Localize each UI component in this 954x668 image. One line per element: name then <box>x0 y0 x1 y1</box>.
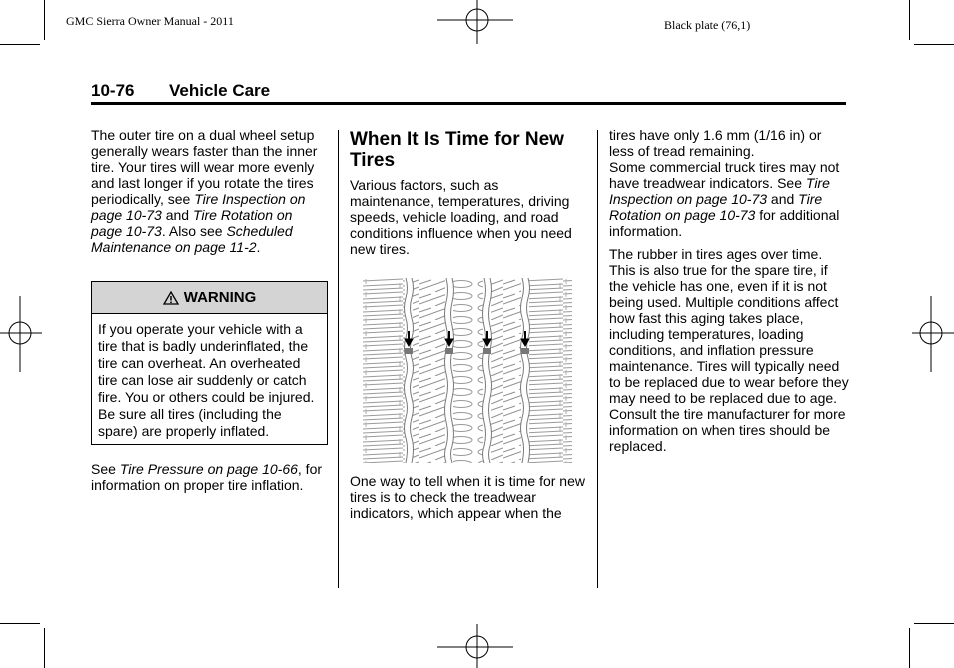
warning-icon <box>163 291 179 305</box>
registration-mark-right <box>910 294 954 374</box>
header-rule <box>91 102 846 105</box>
section-title: Vehicle Care <box>169 81 271 100</box>
page-number: 10-76 <box>91 81 135 100</box>
crop-mark <box>0 623 40 624</box>
warning-text: If you operate your vehicle with a tire that is badly underinflated, the tire can overheat. An overheated tire can lose air suddenly or catch fire. You or others could be injured. Be sure all tires (including the spare) are properly inflated. <box>98 321 315 439</box>
cross-reference[interactable]: Tire Rotation on page 10-73 <box>91 207 293 239</box>
warning-header <box>92 282 327 314</box>
registration-mark-left <box>0 294 44 374</box>
paragraph: tires have only 1.6 mm (1/16 in) or less of tread remaining. <box>609 127 822 159</box>
paragraph: The rubber in tires ages over time. This is also true for the spare tire, if the vehicle has one, even if it is not being used. Multiple conditions affect how fast this aging takes place, including temperatures, loading conditions, and inflation pressure maintenance. Tires will typically need to be replaced due to wear before they may need to be replaced due to age. Consult the tire manufacturer for more information on when tires should be replaced. <box>609 246 849 454</box>
column-1-bottom <box>91 461 326 500</box>
slug-right: Black plate (76,1) <box>664 18 751 32</box>
paragraph: Some commercial truck tires may not have treadwear indicators. See Tire Inspection on page 10-73 and Tire Rotation on page 10-73 for additional information. <box>609 159 840 239</box>
column-2-bottom <box>350 473 585 528</box>
cross-reference[interactable]: Tire Pressure on page 10-66 <box>119 461 298 477</box>
crop-mark <box>909 0 910 40</box>
crop-mark <box>909 628 910 668</box>
cross-reference[interactable]: Tire Rotation on page 10-73 <box>609 191 823 223</box>
crop-mark <box>44 628 45 668</box>
crop-mark <box>914 623 954 624</box>
paragraph: One way to tell when it is time for new tires is to check the treadwear indicators, which appear when the <box>350 473 585 521</box>
crop-mark <box>0 44 40 45</box>
paragraph: Various factors, such as maintenance, temperatures, driving speeds, vehicle loading, and road conditions influence when you need new tires. <box>350 177 572 257</box>
column-divider <box>597 130 598 588</box>
column-divider <box>338 130 339 588</box>
tire-tread-illustration <box>363 278 572 463</box>
crop-mark <box>914 44 954 45</box>
column-2 <box>350 129 585 264</box>
cross-reference[interactable]: Tire Inspection on page 10-73 <box>91 191 306 223</box>
slug-left: GMC Sierra Owner Manual - 2011 <box>66 14 234 28</box>
cross-reference[interactable]: Scheduled Maintenance on page 11-2 <box>91 223 293 255</box>
paragraph: The outer tire on a dual wheel setup generally wears faster than the inner tire. Your tires will wear more evenly and last longer if you rotate the tires periodically, see Tire Inspection on page 10-73 and Tire Rotation on page 10-73. Also see Scheduled Maintenance on page 11-2. <box>91 127 318 255</box>
section-heading: When It Is Time for New Tires <box>350 129 564 171</box>
registration-mark-top <box>437 0 517 46</box>
crop-mark <box>44 0 45 40</box>
column-3 <box>609 127 849 461</box>
paragraph: See Tire Pressure on page 10-66, for information on proper tire inflation. <box>91 461 323 493</box>
cross-reference[interactable]: Tire Inspection on page 10-73 <box>609 175 830 207</box>
warning-title: WARNING <box>183 289 257 306</box>
warning-box <box>91 281 328 445</box>
registration-mark-bottom <box>437 624 517 668</box>
column-1 <box>91 127 326 262</box>
